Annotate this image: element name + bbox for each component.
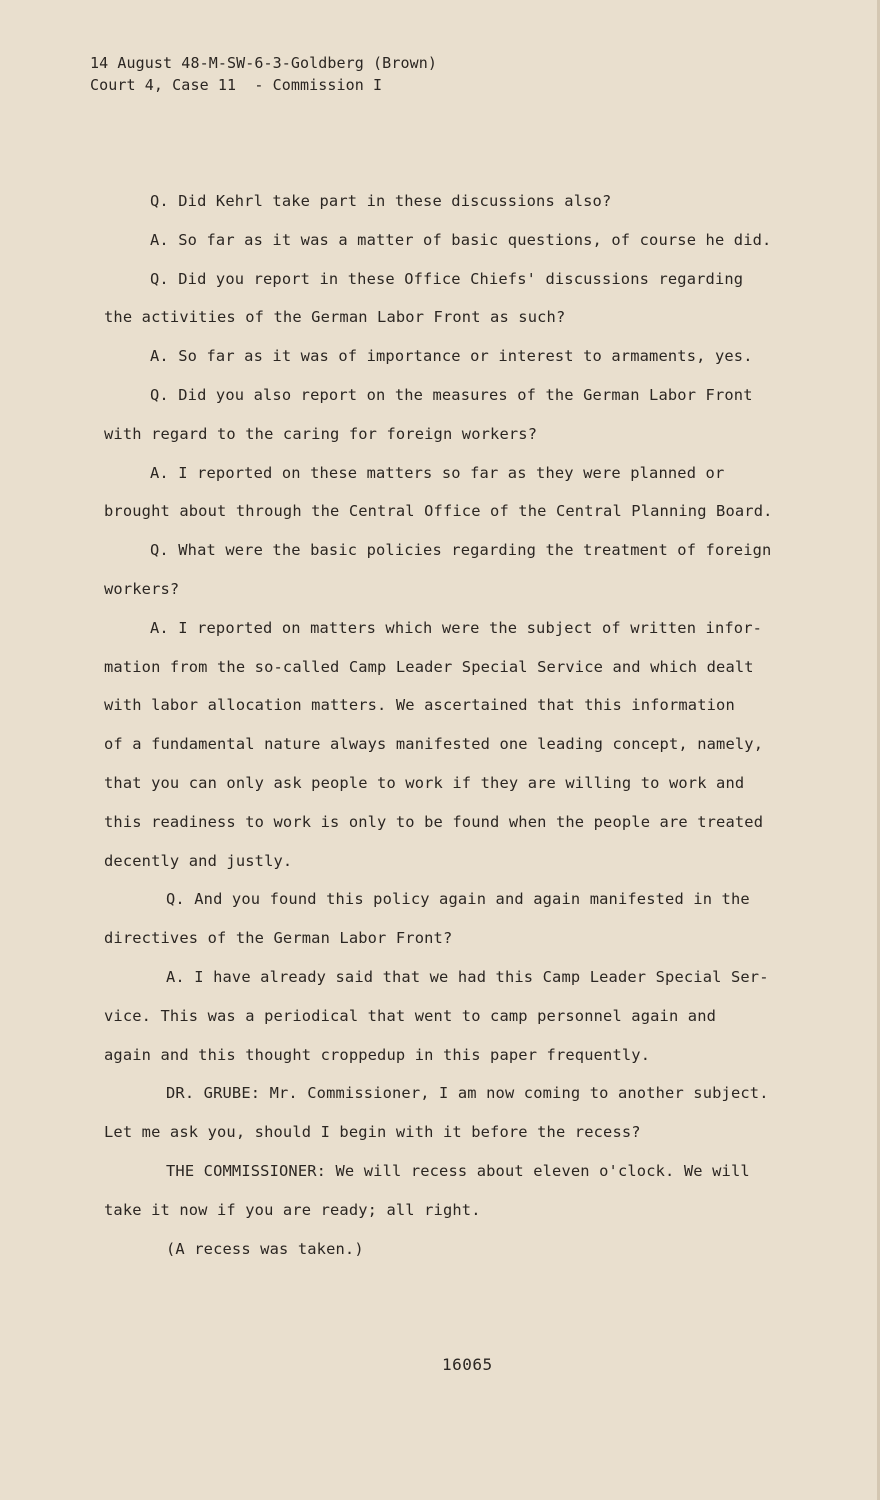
header-date-line: 14 August 48-M-SW-6-3-Goldberg (Brown) (90, 54, 437, 72)
transcript-line: DR. GRUBE: Mr. Commissioner, I am now coming to another subject. (166, 1084, 769, 1103)
transcript-line: brought about through the Central Office of the Central Planning Board. (104, 502, 773, 521)
transcript-line: THE COMMISSIONER: We will recess about eleven o'clock. We will (166, 1161, 750, 1180)
transcript-line: Q. Did you report in these Office Chiefs' discussions regarding (150, 269, 744, 288)
transcript-line: with labor allocation matters. We ascertained that this information (104, 696, 735, 715)
transcript-line: Q. Did you also report on the measures of the German Labor Front (150, 385, 753, 404)
transcript-line: decently and justly. (104, 851, 293, 870)
transcript-line: A. I reported on matters which were the subject of written infor- (150, 618, 763, 637)
transcript-line: A. So far as it was a matter of basic questions, of course he did. (150, 230, 772, 249)
transcript-line: take it now if you are ready; all right. (104, 1200, 481, 1219)
transcript-line: of a fundamental nature always manifested one leading concept, namely, (104, 735, 764, 754)
header-court-line: Court 4, Case 11 - Commission I (90, 76, 383, 94)
transcript-line: with regard to the caring for foreign workers? (104, 424, 538, 443)
transcript-line: directives of the German Labor Front? (104, 929, 453, 948)
transcript-line: Q. And you found this policy again and again manifested in the (166, 890, 750, 909)
transcript-line: A. I have already said that we had this Camp Leader Special Ser- (166, 967, 769, 986)
transcript-line: that you can only ask people to work if they are willing to work and (104, 773, 745, 792)
transcript-line: (A recess was taken.) (166, 1239, 364, 1258)
transcript-header (90, 52, 437, 96)
transcript-line: mation from the so-called Camp Leader Special Service and which dealt (104, 657, 754, 676)
transcript-line: the activities of the German Labor Front as such? (104, 308, 566, 327)
transcript-line: A. I reported on these matters so far as they were planned or (150, 463, 725, 482)
transcript-line: Q. What were the basic policies regarding the treatment of foreign (150, 541, 772, 560)
transcript-line: this readiness to work is only to be found when the people are treated (104, 812, 764, 831)
transcript-line: Q. Did Kehrl take part in these discussions also? (150, 192, 612, 210)
transcript-line: Let me ask you, should I begin with it before the recess? (104, 1123, 641, 1142)
transcript-line: workers? (104, 579, 180, 598)
transcript-body (104, 182, 804, 1268)
transcript-line: A. So far as it was of importance or interest to armaments, yes. (150, 347, 753, 366)
page-number: 16065 (442, 1355, 493, 1374)
transcript-line: again and this thought croppedup in this paper frequently. (104, 1045, 651, 1064)
transcript-line: vice. This was a periodical that went to camp personnel again and (104, 1006, 717, 1025)
